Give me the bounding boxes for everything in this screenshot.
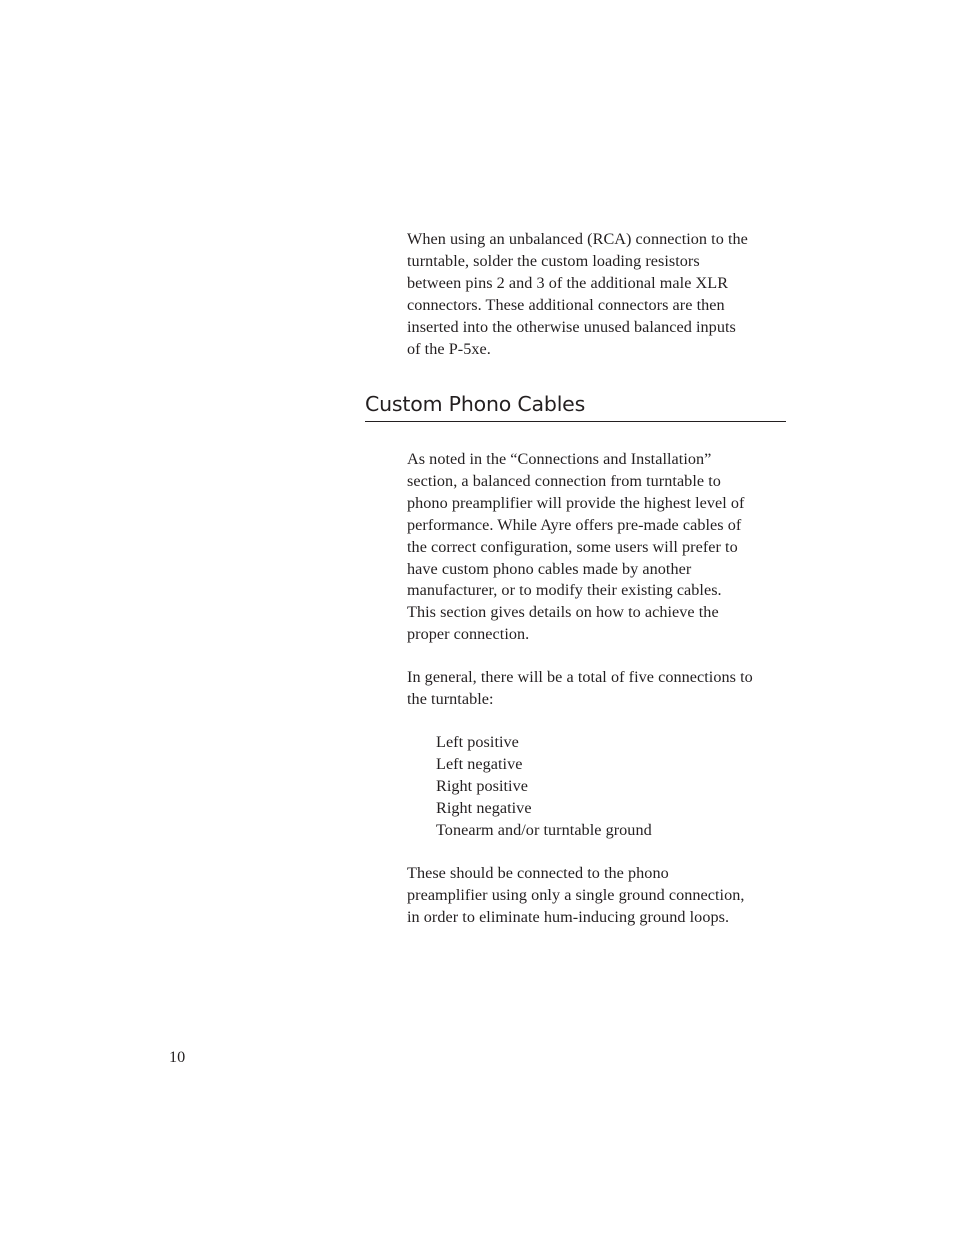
connection-item: Left positive bbox=[436, 733, 519, 751]
connection-item: Right positive bbox=[436, 776, 528, 795]
section-paragraph-intro: As noted in the “Connections and Installation” section, a balanced connection from turntable to phono preamplifier will provide the highest level of performance. While Ayre offers pre-made cables of the correct configuration, some users will prefer to have custom phono cables made by another manufacturer, or to modify their existing cables. This section gives details on how to achieve the proper connection. bbox=[407, 450, 745, 644]
section-heading: Custom Phono Cables bbox=[365, 390, 786, 422]
connection-item: Left negative bbox=[436, 754, 523, 773]
connection-list bbox=[436, 732, 652, 842]
section-paragraph-ground: These should be connected to the phono preamplifier using only a single ground connection, in order to eliminate hum-inducing ground loops. bbox=[407, 864, 745, 926]
page-number: 10 bbox=[169, 1048, 186, 1066]
connection-item: Tonearm and/or turntable ground bbox=[436, 820, 652, 839]
intro-paragraph: When using an unbalanced (RCA) connection to the turntable, solder the custom loading resistors between pins 2 and 3 of the additional male XLR connectors. These additional connectors are then inserted into the otherwise unused balanced inputs of the P-5xe. bbox=[407, 230, 748, 358]
connection-item: Right negative bbox=[436, 798, 532, 817]
section-paragraph-connections-lead: In general, there will be a total of five connections to the turntable: bbox=[407, 668, 753, 708]
